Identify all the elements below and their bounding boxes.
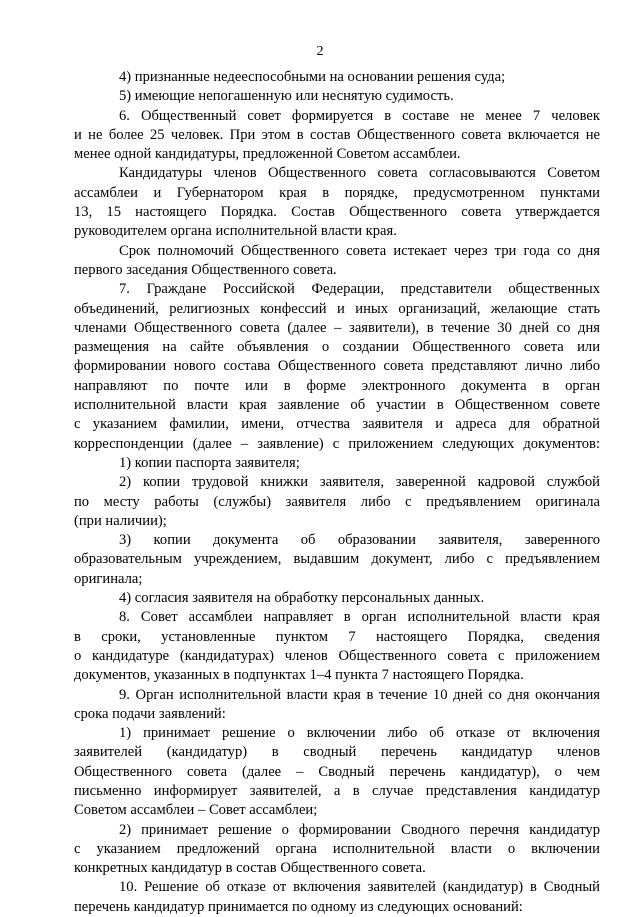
- paragraph: [74, 473, 600, 531]
- paragraph: [74, 878, 600, 917]
- paragraph: [74, 686, 600, 725]
- text-line: исполнительной власти края заявление об участии в Общественном совете: [74, 397, 600, 414]
- text-line: 4) согласия заявителя на обработку персональных данных.: [119, 590, 485, 607]
- text-line: 10. Решение об отказе от включения заявителей (кандидатур) в Сводный: [119, 879, 600, 896]
- text-line: формировании нового состава Общественного совета представляют лично либо: [74, 358, 600, 375]
- paragraph: [74, 242, 600, 281]
- paragraph: [74, 164, 600, 241]
- text-line: 1) копии паспорта заявителя;: [119, 454, 300, 471]
- text-line: объединений, религиозных конфессий и иных организаций, желающие стать: [74, 300, 600, 317]
- paragraph: [74, 589, 600, 608]
- text-line: членами Общественного совета (далее – заявители), в течение 30 дней со дня: [74, 319, 600, 336]
- text-line: размещения на сайте объявления о создании Общественного совета или: [74, 339, 600, 356]
- paragraph: [74, 280, 600, 454]
- text-line: о кандидатуре (кандидатурах) членов Общественного совета с приложением: [74, 647, 600, 664]
- text-line: по месту работы (службы) заявителя либо с предъявлением оригинала: [74, 493, 600, 510]
- text-line: образовательным учреждением, выдавшим документ, либо с предъявлением: [74, 551, 600, 568]
- paragraph: [74, 821, 600, 879]
- text-line: с указанием предложений органа исполнительной власти о включении: [74, 840, 600, 857]
- text-line: Советом ассамблеи – Совет ассамблеи;: [74, 802, 318, 819]
- text-line: 4) признанные недееспособными на основании решения суда;: [119, 69, 506, 85]
- text-line: 8. Совет ассамблеи направляет в орган исполнительной власти края: [119, 609, 600, 626]
- text-line: менее одной кандидатуры, предложенной Советом ассамблеи.: [74, 146, 461, 163]
- page-number: 2: [316, 44, 324, 59]
- text-line: 1) принимает решение о включении либо об отказе от включения: [119, 725, 600, 742]
- text-line: направляют по почте или в форме электронного документа в орган: [74, 377, 600, 394]
- text-line: 2) копии трудовой книжки заявителя, заверенной кадровой службой: [119, 474, 600, 491]
- paragraph: [74, 724, 600, 820]
- paragraph: [74, 454, 600, 473]
- text-line: перечень кандидатур принимается по одному из следующих оснований:: [74, 898, 523, 915]
- text-line: (при наличии);: [74, 512, 167, 529]
- text-line: 6. Общественный совет формируется в составе не менее 7 человек: [119, 107, 600, 124]
- text-line: срока подачи заявлений:: [74, 705, 226, 722]
- text-line: Кандидатуры членов Общественного совета согласовываются Советом: [119, 165, 600, 182]
- text-line: Общественного совета (далее – Сводный перечень кандидатур), о чем: [74, 763, 600, 780]
- text-line: 2) принимает решение о формировании Сводного перечня кандидатур: [119, 821, 600, 838]
- text-line: в сроки, установленные пунктом 7 настоящего Порядка, сведения: [74, 628, 600, 645]
- text-line: заявителей (кандидатур) в сводный перечень кандидатур членов: [74, 744, 600, 761]
- text-line: с указанием фамилии, имени, отчества заявителя и адреса для обратной: [74, 416, 600, 433]
- paragraph: [74, 608, 600, 685]
- text-line: письменно информирует заявителей, а в случае представления кандидатур: [74, 782, 600, 799]
- text-line: 9. Орган исполнительной власти края в течение 10 дней со дня окончания: [119, 686, 600, 703]
- text-line: корреспонденции (далее – заявление) с приложением следующих документов:: [74, 435, 600, 452]
- paragraph: [74, 531, 600, 589]
- text-line: 3) копии документа об образовании заявителя, заверенного: [119, 532, 600, 549]
- text-line: 7. Граждане Российской Федерации, представители общественных: [119, 281, 600, 298]
- text-line: оригинала;: [74, 570, 143, 587]
- paragraph: [74, 68, 600, 87]
- text-line: 5) имеющие непогашенную или неснятую судимость.: [119, 88, 454, 105]
- text-line: Срок полномочий Общественного совета истекает через три года со дня: [119, 242, 600, 259]
- text-line: первого заседания Общественного совета.: [74, 261, 337, 278]
- text-line: ассамблеи и Губернатором края в порядке, предусмотренном пунктами: [74, 184, 600, 201]
- text-line: 13, 15 настоящего Порядка. Состав Общественного совета утверждается: [74, 204, 600, 221]
- text-line: руководителем органа исполнительной власти края.: [74, 223, 397, 240]
- paragraph: [74, 87, 600, 106]
- text-line: и не более 25 человек. При этом в состав Общественного совета включается не: [74, 126, 600, 143]
- text-line: конкретных кандидатур в состав Общественного совета.: [74, 860, 426, 877]
- text-line: документов, указанных в подпунктах 1–4 пункта 7 настоящего Порядка.: [74, 667, 524, 684]
- paragraph: [74, 107, 600, 165]
- document-body: [74, 68, 600, 917]
